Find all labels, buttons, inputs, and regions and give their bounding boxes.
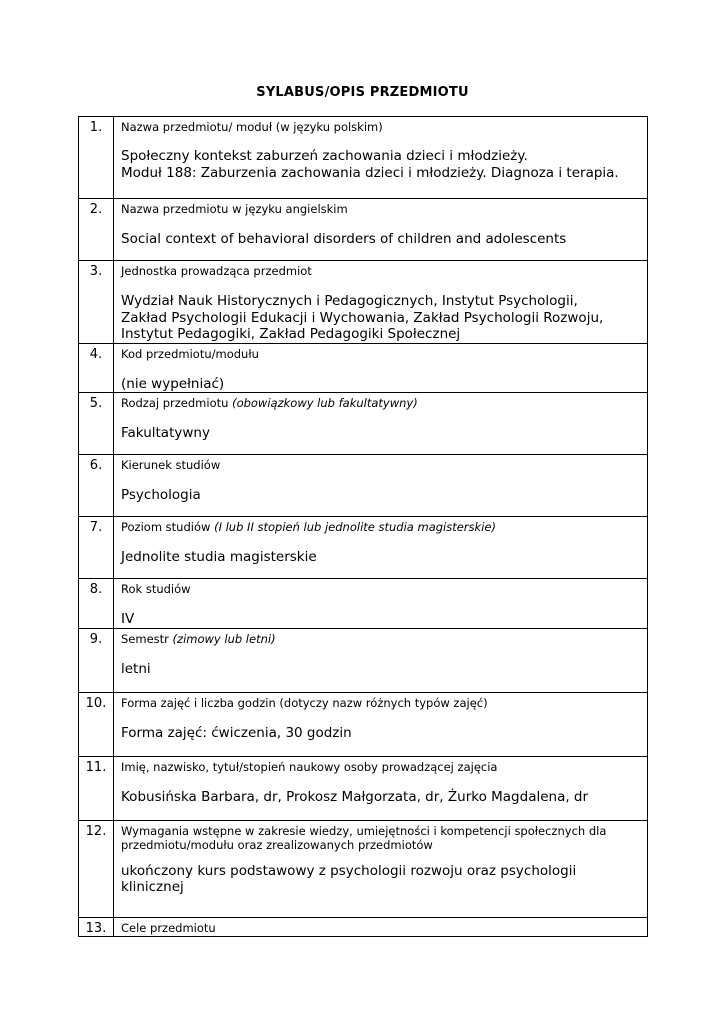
row-number-text: 9. (89, 631, 103, 647)
field-label (121, 582, 643, 596)
field-value: Jednolite studia magisterskie (121, 549, 317, 565)
row-number-text: 1. (89, 120, 103, 135)
row-number (79, 199, 114, 261)
field-label-text: Rodzaj przedmiotu (121, 396, 233, 410)
row-content (114, 579, 648, 629)
document-title: SYLABUS/OPIS PRZEDMIOTU (256, 85, 469, 100)
row-number (79, 628, 114, 692)
row-number (79, 820, 114, 917)
row-content (114, 117, 648, 199)
field-value: klinicznej (121, 879, 184, 895)
field-label-text: Kierunek studiów (121, 458, 221, 472)
row-content (114, 261, 648, 344)
row-content (114, 820, 648, 917)
syllabus-row (79, 455, 648, 517)
row-content (114, 517, 648, 579)
row-number (79, 261, 114, 344)
row-number-text: 11. (85, 759, 107, 775)
field-label (121, 921, 643, 935)
field-value: Forma zajęć: ćwiczenia, 30 godzin (121, 724, 352, 741)
row-content (114, 628, 648, 692)
field-value: Społeczny kontekst zaburzeń zachowania dzieci i młodzieży. (121, 148, 528, 164)
row-content (114, 343, 648, 393)
field-label (121, 696, 643, 710)
field-label-text: Imię, nazwisko, tytuł/stopień naukowy osoby prowadzącej zajęcia (121, 759, 498, 774)
row-content (114, 756, 648, 820)
syllabus-row (79, 343, 648, 393)
field-value: Moduł 188: Zaburzenia zachowania dzieci i młodzieży. Diagnoza i terapia. (121, 164, 619, 181)
row-number-text: 5. (89, 396, 103, 411)
row-content (114, 199, 648, 261)
syllabus-row (79, 756, 648, 820)
field-label (121, 347, 643, 361)
syllabus-row (79, 579, 648, 629)
row-number (79, 692, 114, 756)
row-number-text: 10. (85, 695, 107, 711)
row-number-text: 7. (89, 520, 103, 535)
field-label-hint: (zimowy lub letni) (172, 631, 276, 646)
syllabus-row (79, 917, 648, 936)
field-label (121, 760, 643, 774)
row-number (79, 343, 114, 393)
syllabus-row (79, 261, 648, 344)
row-number (79, 917, 114, 936)
field-label (121, 202, 643, 216)
field-value: (nie wypełniać) (121, 375, 225, 392)
row-number-text: 2. (89, 202, 103, 217)
row-number (79, 579, 114, 629)
field-value: Social context of behavioral disorders of children and adolescents (121, 231, 567, 247)
field-value: Instytut Pedagogiki, Zakład Pedagogiki Społecznej (121, 326, 461, 342)
row-content (114, 393, 648, 455)
field-label (121, 458, 643, 472)
row-number-text: 13. (85, 920, 107, 936)
row-number-text: 4. (89, 346, 103, 362)
row-content (114, 455, 648, 517)
syllabus-row (79, 199, 648, 261)
field-label (121, 396, 643, 410)
row-number-text: 8. (89, 582, 103, 597)
syllabus-row (79, 820, 648, 917)
field-label-text: Poziom studiów (121, 520, 215, 534)
field-label-text: Semestr (121, 631, 173, 646)
row-content (114, 692, 648, 756)
field-label-text: Wymagania wstępne w zakresie wiedzy, umiejętności i kompetencji społecznych dla przedmiotu/modułu oraz zrealizowanych przedmiotów (121, 823, 607, 852)
field-label (121, 824, 643, 852)
field-value: ukończony kurs podstawowy z psychologii rozwoju oraz psychologii (121, 862, 577, 879)
field-label (121, 120, 643, 134)
field-label (121, 264, 643, 278)
field-value: Psychologia (121, 487, 201, 503)
syllabus-row (79, 628, 648, 692)
field-label-text: Rok studiów (121, 582, 191, 596)
field-value: Kobusińska Barbara, dr, Prokosz Małgorzata, dr, Żurko Magdalena, dr (121, 788, 589, 805)
syllabus-row (79, 692, 648, 756)
syllabus-row (79, 393, 648, 455)
field-label-text: Jednostka prowadząca przedmiot (121, 264, 312, 278)
syllabus-table (78, 116, 648, 937)
row-number-text: 12. (85, 823, 107, 839)
row-number (79, 117, 114, 199)
field-value: letni (121, 660, 151, 677)
field-value: Zakład Psychologii Edukacji i Wychowania, Zakład Psychologii Rozwoju, (121, 309, 604, 326)
row-number (79, 455, 114, 517)
field-label (121, 520, 643, 534)
field-label-text: Cele przedmiotu (121, 920, 216, 935)
field-label-hint: (I lub II stopień lub jednolite studia magisterskie) (214, 520, 496, 534)
field-label (121, 632, 643, 646)
row-number-text: 3. (89, 264, 103, 279)
row-number (79, 393, 114, 455)
row-content (114, 917, 648, 936)
row-number (79, 517, 114, 579)
field-label-text: Nazwa przedmiotu/ moduł (w języku polskim) (121, 120, 383, 134)
syllabus-row (79, 117, 648, 199)
field-value: Wydział Nauk Historycznych i Pedagogicznych, Instytut Psychologii, (121, 293, 578, 309)
syllabus-row (79, 517, 648, 579)
field-label-text: Kod przedmiotu/modułu (121, 346, 259, 361)
field-value: Fakultatywny (121, 425, 210, 441)
field-label-text: Nazwa przedmiotu w języku angielskim (121, 202, 348, 216)
field-label-hint: (obowiązkowy lub fakultatywny) (232, 396, 418, 410)
field-value: IV (121, 611, 135, 627)
row-number (79, 756, 114, 820)
row-number-text: 6. (89, 458, 103, 473)
field-label-text: Forma zajęć i liczba godzin (dotyczy nazw różnych typów zajęć) (121, 695, 488, 710)
